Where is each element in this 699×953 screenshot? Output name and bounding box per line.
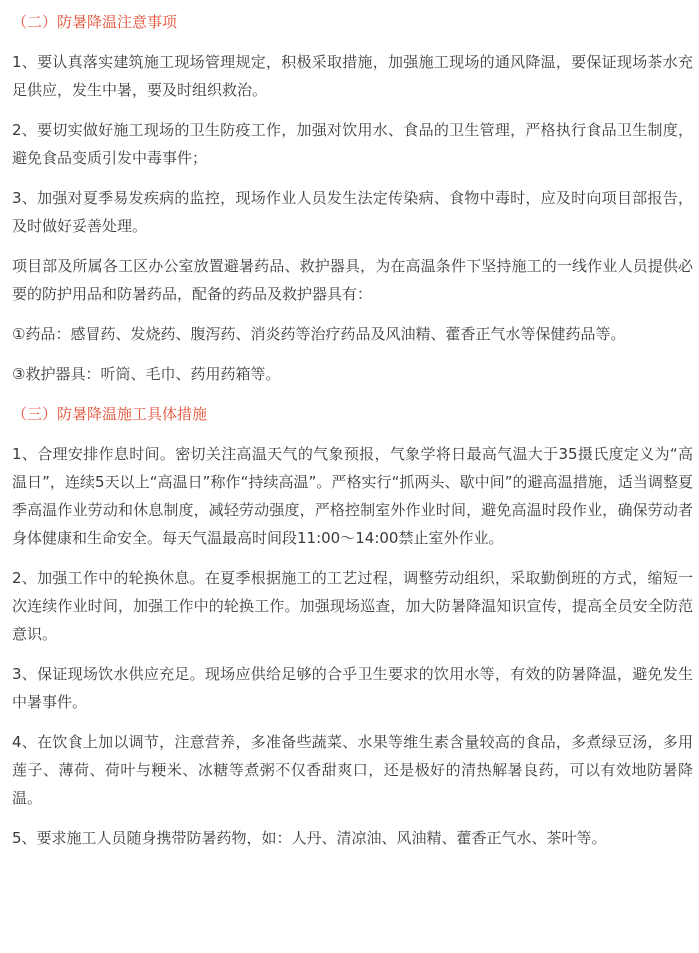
paragraph-medicines: ①药品：感冒药、发烧药、腹泻药、消炎药等治疗药品及风油精、藿香正气水等保健药品等。	[12, 325, 626, 343]
paragraph-precaution-3: 3、加强对夏季易发疾病的监控，现场作业人员发生法定传染病、食物中毒时，应及时向项目部报告，及时做好妥善处理。	[12, 189, 693, 235]
paragraph-rescue-equipment: ③救护器具：听筒、毛巾、药用药箱等。	[12, 365, 281, 383]
paragraph-precaution-2: 2、要切实做好施工现场的卫生防疫工作，加强对饮用水、食品的卫生管理，严格执行食品卫生制度，避免食品变质引发中毒事件；	[12, 121, 693, 167]
paragraph-measure-4: 4、在饮食上加以调节，注意营养，多准备些蔬菜、水果等维生素含量较高的食品，多煮绿豆汤，多用莲子、薄荷、荷叶与粳米、冰糖等煮粥不仅香甜爽口，还是极好的清热解暑良药，可以有效地防暑降温。	[12, 733, 693, 807]
paragraph-measure-5: 5、要求施工人员随身携带防暑药物，如：人丹、清凉油、风油精、藿香正气水、茶叶等。	[12, 829, 607, 847]
section-heading-measures: （三）防暑降温施工具体措施	[12, 405, 208, 423]
paragraph-measure-2: 2、加强工作中的轮换休息。在夏季根据施工的工艺过程，调整劳动组织，采取勤倒班的方式，缩短一次连续作业时间，加强工作中的轮换工作。加强现场巡查，加大防暑降温知识宣传，提高全员安全防范意识。	[12, 569, 693, 643]
paragraph-measure-1: 1、合理安排作息时间。密切关注高温天气的气象预报，气象学将日最高气温大于35摄氏度定义为“高温日”，连续5天以上“高温日”称作“持续高温”。严格实行“抓两头、歇中间”的避高温措施，适当调整夏季高温作业劳动和休息制度，减轻劳动强度，严格控制室外作业时间，避免高温时段作业，确保劳动者身体健康和生命安全。每天气温最高时间段11:00～14:00禁止室外作业。	[12, 445, 693, 547]
paragraph-supplies-intro: 项目部及所属各工区办公室放置避暑药品、救护器具，为在高温条件下坚持施工的一线作业人员提供必要的防护用品和防暑药品，配备的药品及救护器具有：	[12, 257, 693, 303]
section-heading-precautions: （二）防暑降温注意事项	[12, 13, 178, 31]
paragraph-precaution-1: 1、要认真落实建筑施工现场管理规定，积极采取措施，加强施工现场的通风降温，要保证现场茶水充足供应，发生中暑，要及时组织救治。	[12, 53, 693, 99]
paragraph-measure-3: 3、保证现场饮水供应充足。现场应供给足够的合乎卫生要求的饮用水等，有效的防暑降温，避免发生中暑事件。	[12, 665, 693, 711]
